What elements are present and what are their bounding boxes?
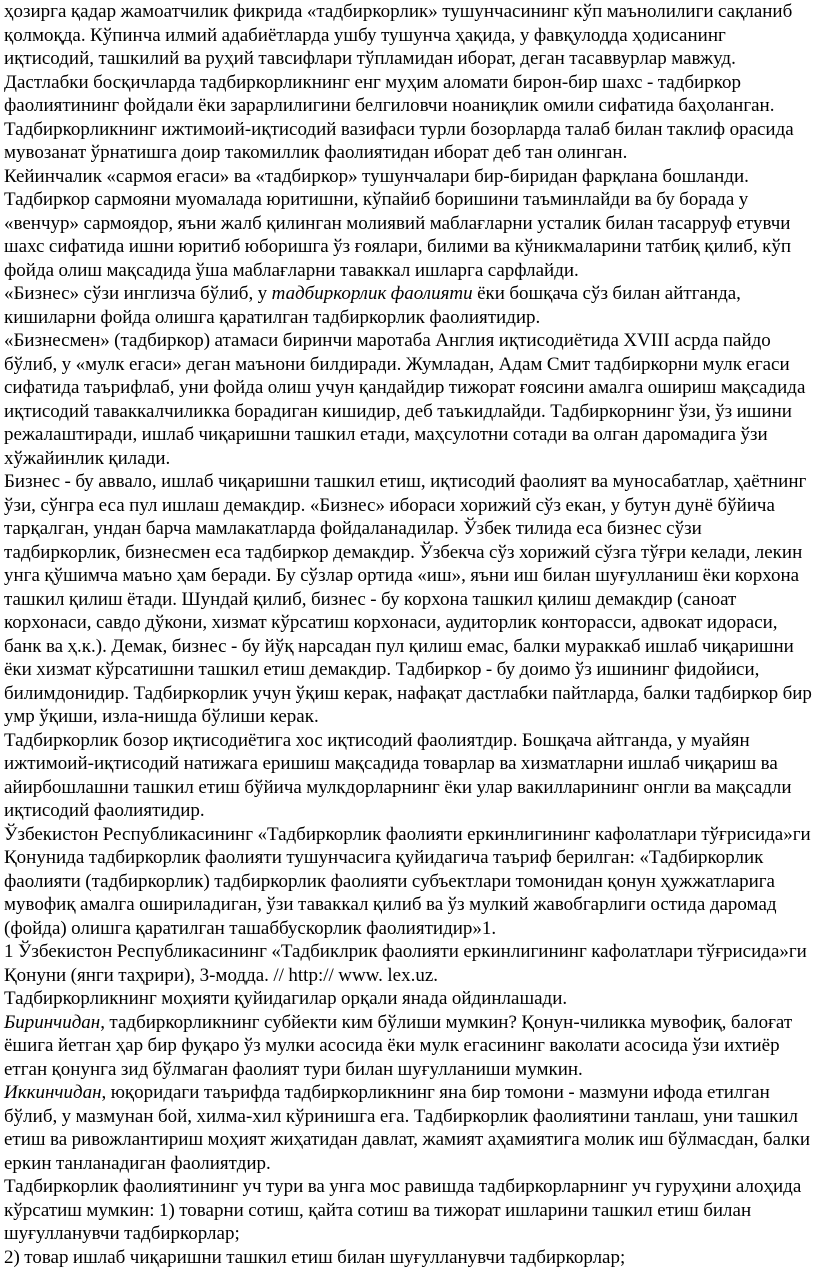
paragraph-entrepreneurship-concept: ҳозирга қадар жамоатчилик фикрида «тадбиркорлик» тушунчасининг кўп маънолилиги сақланиб қолмоқда. Кўпинча илмий адабиётларда ушбу тушунча ҳақида, у фавқулодда ҳодисанинг иқтисодий, ташкилий ва руҳий тавсифлари тўпламидан иборат, деган тасаввурлар мавжуд. Дастлабки босқичларда тадбиркорликнинг енг муҳим аломати бирон-бир шахс - тадбиркор фаолиятининг фойдали ёки зарарлилигини белгиловчи ноаниқлик омили сифатида баҳоланган. Тадбиркорликнинг ижтимоий-иқтисодий вазифаси турли бозорларда талаб билан таклиф орасида мувозанат ўрнатишга доир такомиллик фаолиятидан иборат деб тан олинган. bbox=[4, 0, 812, 165]
paragraph-list-item-2: 2) товар ишлаб чиқаришни ташкил етиш билан шуғулланувчи тадбиркорлар; bbox=[4, 1246, 812, 1269]
paragraph-business-word-start: «Бизнес» сўзи инглизча бўлиб, у bbox=[4, 283, 272, 304]
paragraph-secondly-body: , юқоридаги таърифда тадбиркорликнинг яна бир томони - мазмуни ифода етилган бўлиб, у мазмунан бой, хилма-хил кўринишга ега. Тадбиркорлик фаолиятини танлаш, уни ташкил етиш ва ривожлантириш моҳият жиҳатидан давлат, жамият аҳамиятига молик иш бўлмасдан, балки еркин танланадиган фаолиятдир. bbox=[4, 1082, 810, 1174]
paragraph-firstly-emphasis: Биринчидан bbox=[4, 1012, 100, 1033]
document-page bbox=[4, 0, 812, 1269]
paragraph-business-word bbox=[4, 282, 812, 329]
paragraph-essence-intro: Тадбиркорликнинг моҳияти қуйидагилар орқали янада ойдинлашади. bbox=[4, 987, 812, 1011]
paragraph-market-activity: Тадбиркорлик бозор иқтисодиётига хос иқтисодий фаолиятдир. Бошқача айтганда, у муайян ижтимоий-иқтисодий натижага еришиш мақсадида товарлар ва хизматларни ишлаб чиқариш ва айирбошлашни ташкил етиш бўйича мулкдорларнинг ёки улар вакилларининг онгли ва мақсадли иқтисодий фаолиятидир. bbox=[4, 729, 812, 823]
paragraph-law-definition: Ўзбекистон Республикасининг «Тадбиркорлик фаолияти еркинлигининг кафолатлари тўғрисида»ги Қонунида тадбиркорлик фаолияти тушунчасига қуйидагича таъриф берилган: «Тадбиркорлик фаолияти (тадбиркорлик) тадбиркорлик фаолияти субъектлари томонидан қонун ҳужжатларига мувофиқ амалга ошириладиган, ўзи таваккал қилиб ва ўз мулкий жавобгарлиги остида даромад (фойда) олишга қаратилган ташаббускорлик фаолиятидир»1. bbox=[4, 823, 812, 941]
paragraph-businessman-term: «Бизнесмен» (тадбиркор) атамаси биринчи маротаба Англия иқтисодиётида XVIII асрда пайдо бўлиб, у «мулк егаси» деган маънони билдиради. Жумладан, Адам Смит тадбиркорни мулк егаси сифатида таърифлаб, уни фойда олиш учун қандайдир тижорат ғоясини амалга ошириш мақсадида иқтисодий таваккалчиликка борадиган кишидир, деб таъкидлайди. Тадбиркорнинг ўзи, ўз ишини режалаштиради, ишлаб чиқаришни ташкил етади, маҳсулотни сотади ва олган даромадига ўзи хўжайинлик қилади. bbox=[4, 329, 812, 470]
paragraph-business-word-end: ёки бошқача сўз билан айтганда, кишиларни фойда олишга қаратилган тадбиркорлик фаолиятидир. bbox=[4, 283, 741, 328]
paragraph-firstly-body: , тадбиркорликнинг субйекти ким бўлиши мумкин? Қонун-чиликка мувофиқ, балоғат ёшига йетган ҳар бир фуқаро ўз мулки асосида ёки мулк егасининг ваколати асосида ўзи ихтиёр етган қонунга зид бўлмаган фаолият тури билан шуғулланиши мумкин. bbox=[4, 1012, 792, 1080]
paragraph-secondly bbox=[4, 1081, 812, 1175]
paragraph-business-word-emphasis: тадбиркорлик фаолияти bbox=[272, 283, 473, 304]
paragraph-secondly-emphasis: Иккинчидан bbox=[4, 1082, 102, 1103]
paragraph-firstly bbox=[4, 1011, 812, 1082]
paragraph-business-definition: Бизнес - бу аввало, ишлаб чиқаришни ташкил етиш, иқтисодий фаолият ва муносабатлар, ҳаётнинг ўзи, сўнгра еса пул ишлаш демакдир. «Бизнес» ибораси хорижий сўз екан, у бутун дунё бўйича тарқалган, ундан барча мамлакатларда фойдаланадилар. Ўзбек тилида еса бизнес сўзи тадбиркорлик, бизнесмен еса тадбиркор демакдир. Ўзбекча сўз хорижий сўзга тўғри келади, лекин унга қўшимча маъно ҳам беради. Бу сўзлар ортида «иш», яъни иш билан шуғулланиш ёки корхона ташкил қилиш ётади. Шундай қилиб, бизнес - бу корхона ташкил қилиш демакдир (саноат корхонаси, савдо дўкони, хизмат кўрсатиш корхонаси, аудиторлик конторасси, адвокат идораси, банк ва ҳ.к.). Демак, бизнес - бу йўқ нарсадан пул қилиш емас, балки мураккаб ишлаб чиқаришни ёки хизмат кўрсатишни ташкил етиш демакдир. Тадбиркор - бу доимо ўз ишининг фидойиси, билимдонидир. Тадбиркорлик учун ўқиш керак, нафақат дастлабки пайтларда, балки тадбиркор бир умр ўқиши, изла-нишда бўлиши керак. bbox=[4, 470, 812, 729]
paragraph-capital-owner: Кейинчалик «сармоя егаси» ва «тадбиркор» тушунчалари бир-биридан фарқлана бошланди. Тадбиркор сармояни муомалада юритишни, кўпайиб боришини таъминлайди ва бу борада у «венчур» сармоядор, яъни жалб қилинган молиявий маблағларни усталик билан тасарруф етувчи шахс сифатида ишни юритиб юборишга ўз ғоялари, билими ва кўникмаларини татбиқ қилиб, кўп фойда олиш мақсадида ўша маблағларни таваккал ишларга сарфлайди. bbox=[4, 165, 812, 283]
paragraph-three-types: Тадбиркорлик фаолиятининг уч тури ва унга мос равишда тадбиркорларнинг уч гуруҳини алоҳида кўрсатиш мумкин: 1) товарни сотиш, қайта сотиш ва тижорат ишларини ташкил етиш билан шуғулланувчи тадбиркорлар; bbox=[4, 1175, 812, 1246]
paragraph-footnote: 1 Ўзбекистон Республикасининг «Тадбиклрик фаолияти еркинлигининг кафолатлари тўғрисида»ги Қонуни (янги таҳрири), 3-модда. // http:// www. lex.uz. bbox=[4, 940, 812, 987]
